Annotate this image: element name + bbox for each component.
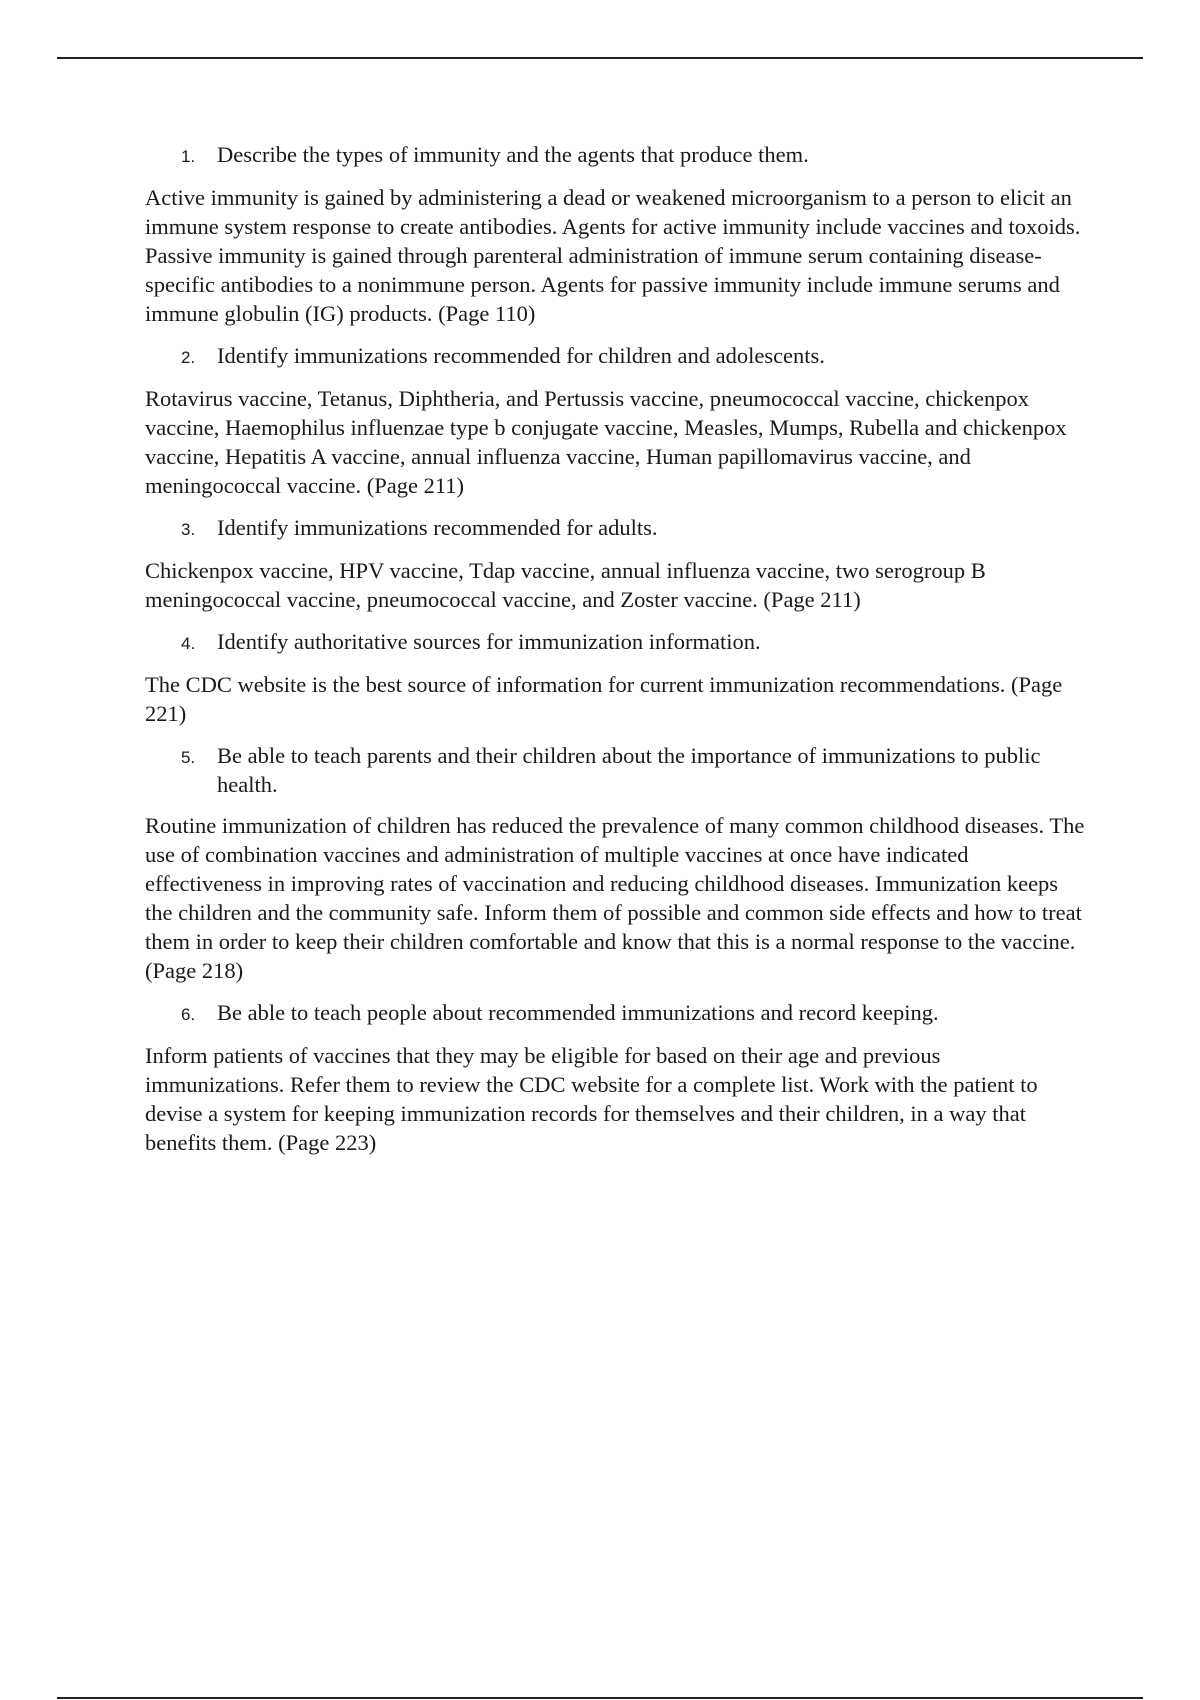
question-number: 1. — [181, 147, 196, 166]
question-number: 4. — [181, 634, 196, 653]
question-item — [145, 627, 1085, 658]
question-text: Identify immunizations recommended for adults. — [217, 515, 658, 540]
question-item — [145, 741, 1085, 799]
question-number: 2. — [181, 348, 196, 367]
question-text: Describe the types of immunity and the agents that produce them. — [217, 142, 809, 167]
question-number: 3. — [181, 520, 196, 539]
question-item — [145, 513, 1085, 544]
answer-paragraph: The CDC website is the best source of information for current immunization recommendations. (Page 221) — [145, 672, 1063, 726]
question-text: Be able to teach people about recommended immunizations and record keeping. — [217, 1000, 939, 1025]
answer-paragraph: Routine immunization of children has reduced the prevalence of many common childhood diseases. The use of combination vaccines and administration of multiple vaccines at once have indicated effectiveness in improving rates of vaccination and reducing childhood diseases. Immunization keeps the children and the community safe. Inform them of possible and common side effects and how to treat them in order to keep their children comfortable and know that this is a normal response to the vaccine. (Page 218) — [145, 813, 1085, 983]
question-text: Identify immunizations recommended for children and adolescents. — [217, 343, 825, 368]
answer-paragraph: Inform patients of vaccines that they may be eligible for based on their age and previous immunizations. Refer them to review the CDC website for a complete list. Work with the patient to devise a system for keeping immunization records for themselves and their children, in a way that benefits them. (Page 223) — [145, 1043, 1038, 1155]
question-number: 6. — [181, 1005, 196, 1024]
question-number: 5. — [181, 748, 196, 767]
answer-paragraph: Chickenpox vaccine, HPV vaccine, Tdap vaccine, annual influenza vaccine, two serogroup B meningococcal vaccine, pneumococcal vaccine, and Zoster vaccine. (Page 211) — [145, 558, 986, 612]
question-text: Identify authoritative sources for immunization information. — [217, 629, 761, 654]
question-text: Be able to teach parents and their children about the importance of immunizations to public health. — [217, 743, 1041, 797]
document-body — [145, 140, 1085, 1170]
question-item — [145, 341, 1085, 372]
header-divider — [57, 57, 1143, 59]
question-item — [145, 998, 1085, 1029]
footer-divider — [57, 1697, 1143, 1699]
answer-paragraph: Rotavirus vaccine, Tetanus, Diphtheria, and Pertussis vaccine, pneumococcal vaccine, chickenpox vaccine, Haemophilus influenzae type b conjugate vaccine, Measles, Mumps, Rubella and chickenpox vaccine, Hepatitis A vaccine, annual influenza vaccine, Human papillomavirus vaccine, and meningococcal vaccine. (Page 211) — [145, 386, 1067, 498]
answer-paragraph: Active immunity is gained by administering a dead or weakened microorganism to a person to elicit an immune system response to create antibodies. Agents for active immunity include vaccines and toxoids. Passive immunity is gained through parenteral administration of immune serum containing disease-specific antibodies to a nonimmune person. Agents for passive immunity include immune serums and immune globulin (IG) products. (Page 110) — [145, 185, 1081, 326]
question-item — [145, 140, 1085, 171]
